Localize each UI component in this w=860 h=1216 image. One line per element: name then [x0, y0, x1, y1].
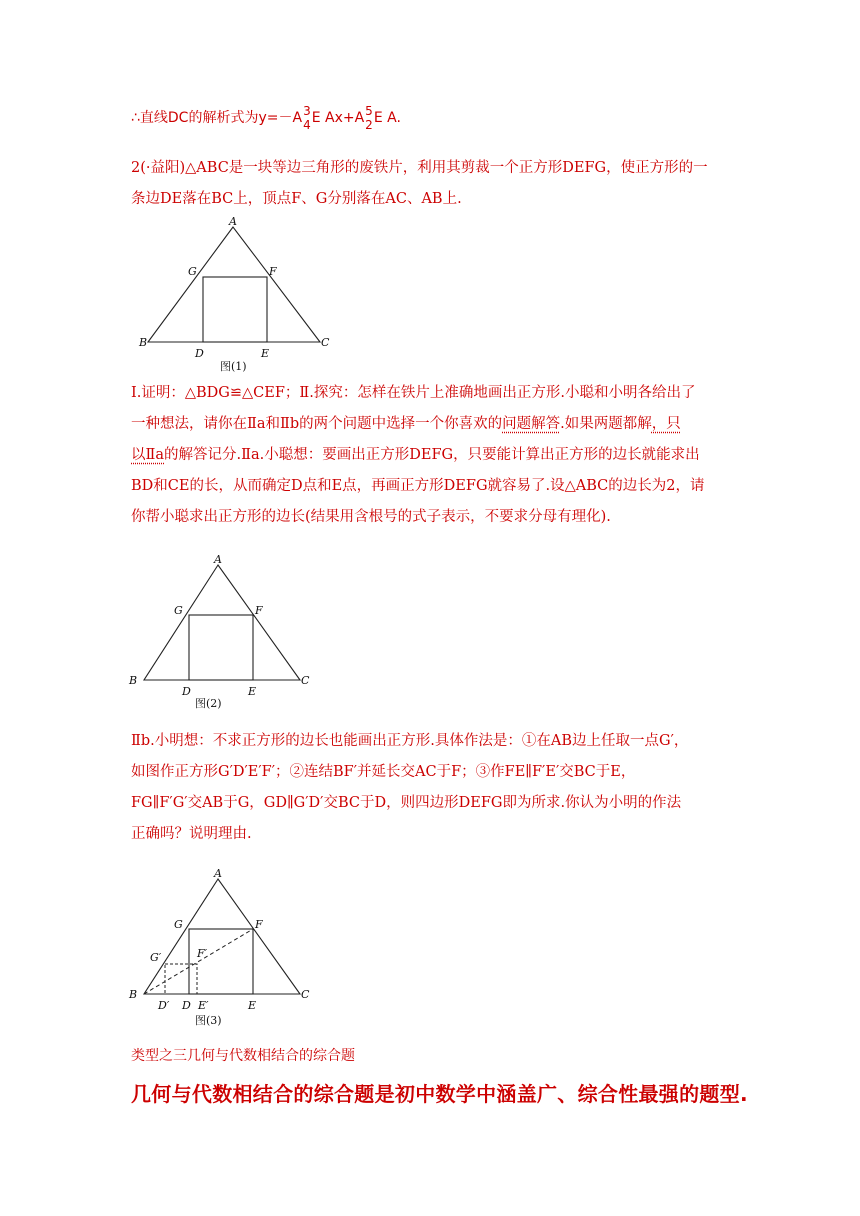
problem-intro-line: 条边DE落在BC上，顶点F、G分别落在AC、AB上. — [131, 191, 462, 207]
part-one-line: Ⅰ.证明：△BDG≌△CEF；Ⅱ.探究：怎样在铁片上准确地画出正方形.小聪和小明各给出了 — [131, 385, 696, 401]
text-run: 一种想法，请你在Ⅱa和Ⅱb的两个问题中选择一个你喜欢的 — [131, 416, 503, 432]
emphasis-run: 以 — [131, 447, 146, 463]
label-E: E — [248, 685, 257, 698]
equation-middle: E Ax+A — [311, 110, 365, 126]
line-equation — [131, 104, 401, 132]
problem-intro-line: 2(·益阳)△ABC是一块等边三角形的废铁片，利用其剪裁一个正方形DEFG，使正方形的一 — [131, 160, 708, 176]
part-one — [131, 378, 741, 533]
label-A: A — [229, 215, 237, 228]
label-F-prime: F′ — [197, 947, 208, 960]
figure-3 — [120, 864, 330, 1034]
label-G-prime: G′ — [150, 951, 162, 964]
fraction-numerator: 5 — [365, 104, 373, 118]
label-D: D — [195, 347, 204, 360]
label-D: D — [182, 999, 191, 1012]
label-E: E — [248, 999, 257, 1012]
fraction-five-halves — [365, 104, 373, 132]
label-C: C — [301, 674, 310, 687]
label-C: C — [301, 988, 310, 1001]
emphasis-run: Ⅱa — [145, 447, 165, 463]
part-one-line: 你帮小聪求出正方形的边长(结果用含根号的式子表示，不要求分母有理化). — [131, 509, 611, 525]
part-two-line: Ⅱb.小明想：不求正方形的边长也能画出正方形.具体作法是：①在AB边上任取一点G′， — [131, 733, 689, 749]
label-D-prime: D′ — [158, 999, 170, 1012]
part-two-line: FG∥F′G′交AB于G，GD∥G′D′交BC于D，则四边形DEFG即为所求.你认为小明的作法 — [131, 795, 682, 811]
section-heading: 几何与代数相结合的综合题是初中数学中涵盖广、综合性最强的题型. — [131, 1082, 748, 1106]
label-B: B — [139, 336, 148, 349]
equation-suffix: E A. — [373, 110, 401, 126]
fraction-three-quarters — [303, 104, 311, 132]
part-two-line: 如图作正方形G′D′E′F′；②连结BF′并延长交AC于F；③作FE∥F′E′交BC于E， — [131, 764, 636, 780]
label-F: F — [269, 265, 277, 278]
label-E: E — [261, 347, 270, 360]
text-run: .如果两题都解 — [560, 416, 652, 432]
figure-2-caption: 图(2) — [195, 697, 222, 710]
problem-intro — [131, 153, 741, 215]
label-E-prime: E′ — [198, 999, 209, 1012]
label-B: B — [129, 988, 138, 1001]
label-F: F — [255, 604, 263, 617]
label-G: G — [174, 918, 183, 931]
section-title: 类型之三几何与代数相结合的综合题 — [131, 1048, 355, 1064]
figure-1-caption: 图(1) — [220, 360, 247, 373]
fraction-denominator: 2 — [365, 118, 373, 132]
label-C: C — [321, 336, 330, 349]
label-D: D — [182, 685, 191, 698]
label-B: B — [129, 674, 138, 687]
part-one-line — [131, 440, 741, 471]
figure-1 — [130, 212, 340, 377]
text-run: 的解答记分.Ⅱa.小聪想：要画出正方形DEFG，只要能计算出正方形的边长就能求出 — [164, 447, 700, 463]
fraction-numerator: 3 — [303, 104, 311, 118]
emphasis-run: ，只 — [651, 416, 681, 432]
part-one-line — [131, 409, 741, 440]
label-G: G — [188, 265, 197, 278]
equation-prefix: ∴直线DC的解析式为y=－A — [131, 110, 303, 126]
figure-3-caption: 图(3) — [195, 1014, 222, 1027]
label-F: F — [255, 918, 263, 931]
figure-2 — [120, 550, 330, 715]
label-A: A — [214, 867, 222, 880]
label-A: A — [214, 553, 222, 566]
fraction-denominator: 4 — [303, 118, 311, 132]
part-two-line: 正确吗？说明理由. — [131, 826, 252, 842]
part-one-line: BD和CE的长，从而确定D点和E点，再画正方形DEFG就容易了.设△ABC的边长为2，请 — [131, 478, 705, 494]
emphasis-run: 问题解答 — [502, 416, 561, 432]
label-G: G — [174, 604, 183, 617]
part-two — [131, 726, 741, 850]
